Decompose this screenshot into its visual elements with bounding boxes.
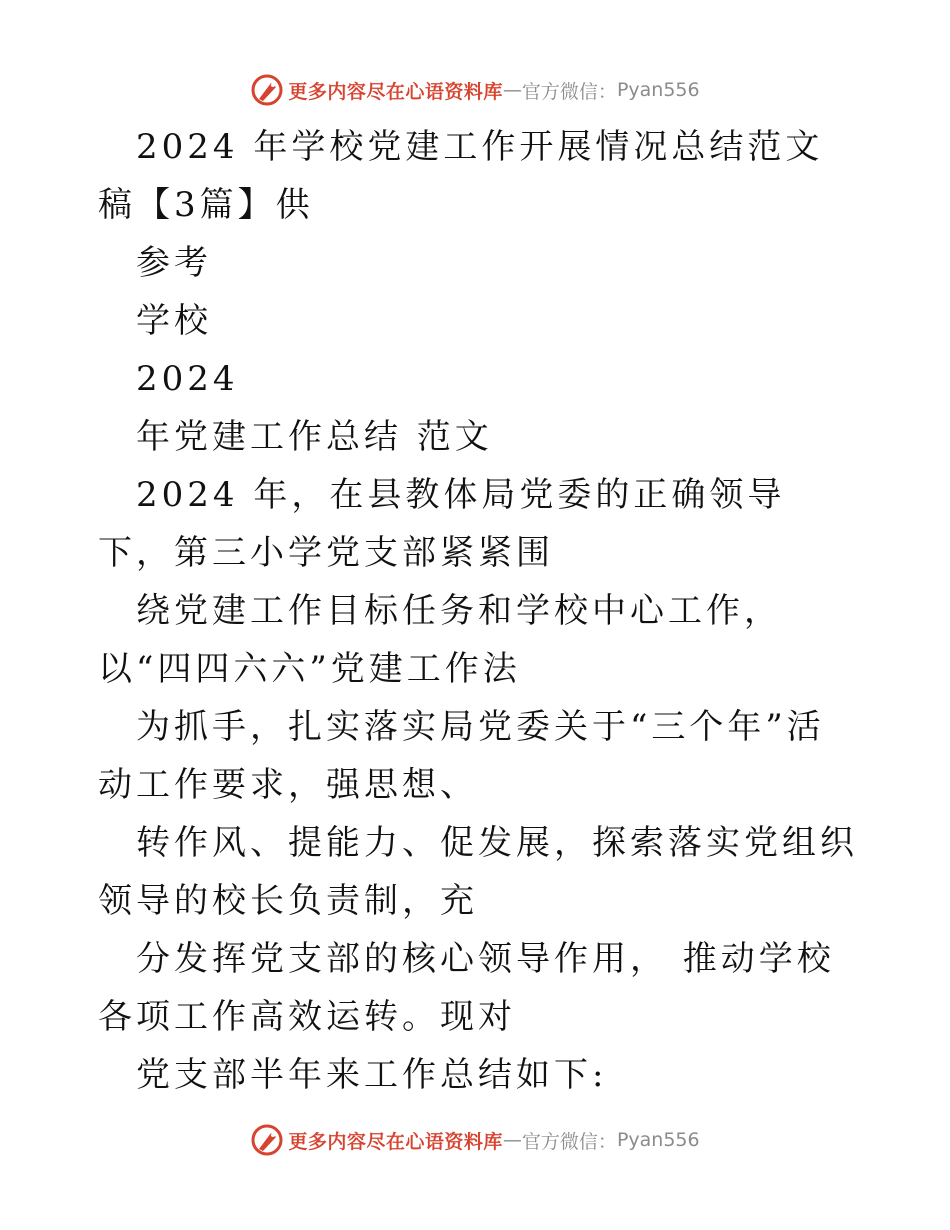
doc-paragraph: 转作风、提能力、促发展，探索落实党组织领导的校长负责制，充 — [98, 823, 858, 921]
banner-wechat-label: 官方微信： — [521, 1130, 617, 1153]
doc-paragraph: 学校 — [136, 301, 212, 341]
banner-wechat-id: Pyan556 — [616, 1129, 700, 1151]
doc-paragraph: 分发挥党支部的核心领导作用， 推动学校各项工作高效运转。现对 — [98, 939, 835, 1037]
doc-title: 2024 年学校党建工作开展情况总结范文稿【3篇】供 — [98, 127, 824, 225]
banner-wechat-label: 官方微信： — [521, 80, 617, 103]
doc-paragraph: 2024 年，在县教体局党委的正确领导下，第三小学党支部紧紧围 — [98, 475, 786, 573]
footer-banner — [0, 1120, 950, 1160]
banner-separator: — — [502, 1129, 522, 1151]
doc-paragraph: 为抓手，扎实落实局党委关于“三个年”活动工作要求，强思想、 — [98, 707, 825, 805]
banner-brand-text: 更多内容尽在心语资料库 — [288, 80, 503, 103]
pen-nib-logo-icon — [250, 1123, 284, 1157]
header-banner — [0, 70, 950, 110]
document-body — [98, 118, 858, 1104]
banner-brand-text: 更多内容尽在心语资料库 — [288, 1130, 503, 1153]
doc-paragraph: 绕党建工作目标任务和学校中心工作，以“四四六六”党建工作法 — [98, 591, 782, 689]
banner-wechat-id: Pyan556 — [616, 79, 700, 101]
doc-paragraph: 参考 — [136, 243, 212, 283]
banner-separator: — — [502, 79, 522, 101]
doc-paragraph: 党支部半年来工作总结如下: — [136, 1055, 608, 1095]
pen-nib-logo-icon — [250, 73, 284, 107]
doc-paragraph: 2024 — [136, 359, 239, 399]
doc-subtitle: 年党建工作总结 范文 — [136, 417, 493, 457]
